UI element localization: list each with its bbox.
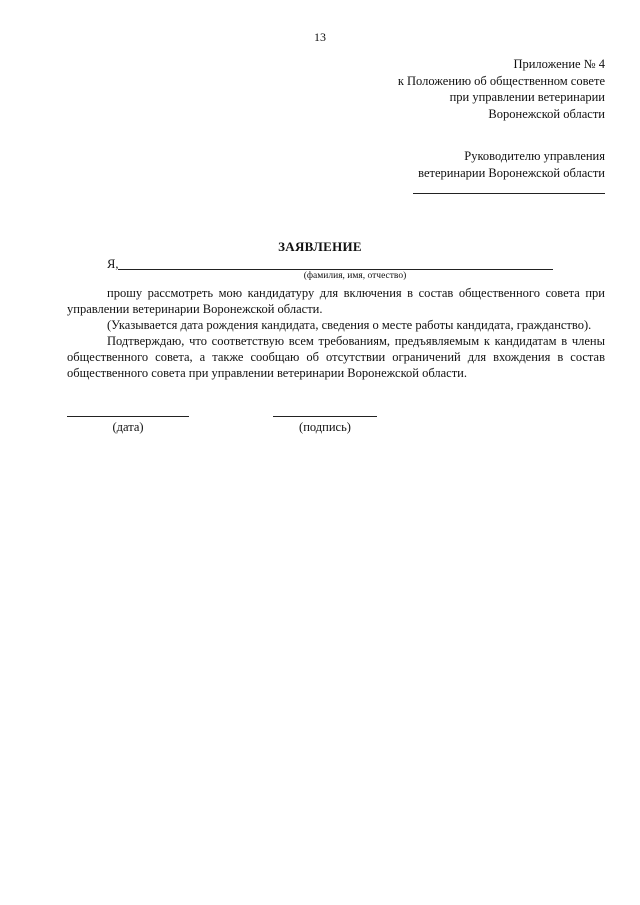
signature-blank-line <box>273 416 377 417</box>
application-body <box>67 285 605 381</box>
signature-label: (подпись) <box>299 420 351 434</box>
date-blank-line <box>67 416 189 417</box>
body-paragraph-confirmation: Подтверждаю, что соответствую всем требованиям, предъявляемым к кандидатам в члены общественного совета, а также сообщаю об отсутствии ограничений для вхождения в состав общественного совета при управлении ветеринарии Воронежской области. <box>67 334 605 380</box>
recipient-line-1: Руководителю управления <box>464 149 605 163</box>
body-paragraph-request: прошу рассмотреть мою кандидатуру для включения в состав общественного совета при управлении ветеринарии Воронежской области. <box>67 286 605 316</box>
recipient-block <box>418 148 605 181</box>
appendix-line-4: Воронежской области <box>488 106 605 121</box>
date-label: (дата) <box>112 420 144 434</box>
appendix-header <box>398 56 605 122</box>
applicant-name-hint: (фамилия, имя, отчество) <box>303 271 407 281</box>
recipient-line-2: ветеринарии Воронежской области <box>418 165 605 180</box>
page-number: 13 <box>314 30 326 44</box>
applicant-name-line <box>118 269 553 270</box>
body-paragraph-details: (Указывается дата рождения кандидата, сведения о месте работы кандидата, гражданство). <box>107 318 592 332</box>
applicant-prefix: Я, <box>107 257 119 271</box>
appendix-line-1: Приложение № 4 <box>513 57 605 71</box>
appendix-line-3: при управлении ветеринарии <box>449 90 605 104</box>
appendix-line-2: к Положению об общественном совете <box>397 73 605 88</box>
recipient-blank-line <box>413 193 605 194</box>
document-title: ЗАЯВЛЕНИЕ <box>278 239 362 254</box>
